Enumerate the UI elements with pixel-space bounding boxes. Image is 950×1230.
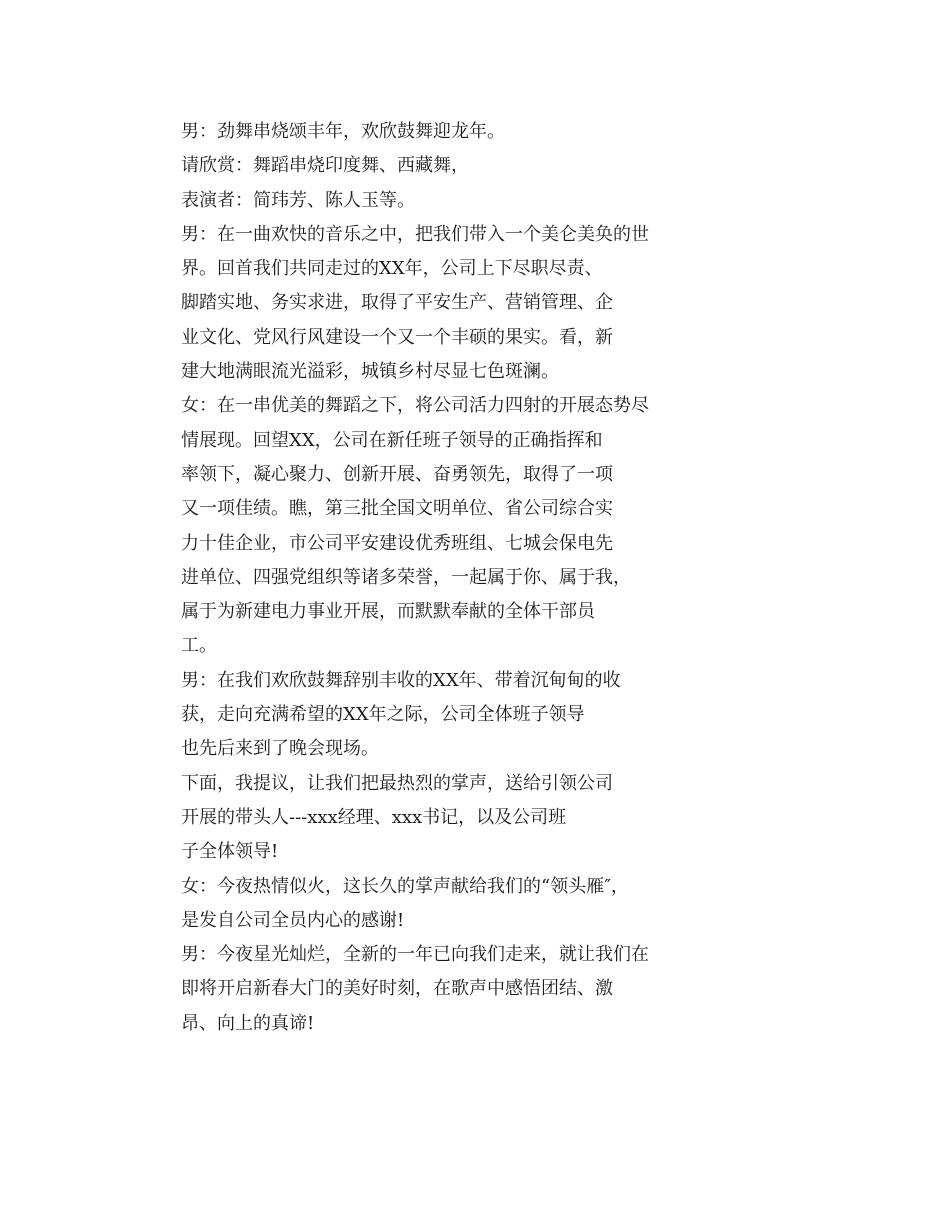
text-line: 女：在一串优美的舞蹈之下，将公司活力四射的开展态势尽 [181,395,649,417]
text-line: 获，走向充满希望的XX年之际，公司全体班子领导 [181,704,585,726]
text-line: 男：在我们欢欣鼓舞辞别丰收的XX年、带着沉甸甸的收 [181,669,621,691]
text-line: 又一项佳绩。瞧，第三批全国文明单位、省公司综合实 [181,498,613,520]
text-line: 开展的带头人---xxx经理、xxx书记，以及公司班 [181,806,567,828]
text-line: 是发自公司全员内心的感谢! [181,909,405,931]
text-line: 女：今夜热情似火，这长久的掌声献给我们的“领头雁″， [181,875,629,897]
text-line: 业文化、党风行风建设一个又一个丰硕的果实。看，新 [181,326,613,348]
text-line: 也先后来到了晚会现场。 [181,738,379,760]
text-line: 子全体领导! [181,841,279,863]
text-line: 脚踏实地、务实求进，取得了平安生产、营销管理、企 [181,292,613,314]
text-line: 建大地满眼流光溢彩，城镇乡村尽显七色斑澜。 [181,361,559,383]
text-line: 属于为新建电力事业开展，而默默奉献的全体干部员 [181,601,595,623]
text-line: 男：今夜星光灿烂，全新的一年已向我们走来，就让我们在 [181,944,649,966]
text-line: 界。回首我们共同走过的XX年，公司上下尽职尽责、 [181,258,603,280]
text-line: 男：在一曲欢快的音乐之中，把我们带入一个美仑美奂的世 [181,223,649,245]
text-line: 昂、向上的真谛! [181,1012,315,1034]
text-line: 进单位、四强党组织等诸多荣誉，一起属于你、属于我， [181,566,631,588]
text-line: 力十佳企业，市公司平安建设优秀班组、七城会保电先 [181,532,613,554]
text-line: 工。 [181,635,217,657]
text-line: 请欣赏：舞蹈串烧印度舞、西藏舞， [181,155,469,177]
text-line: 下面，我提议，让我们把最热烈的掌声，送给引领公司 [181,772,613,794]
text-line: 男：劲舞串烧颂丰年，欢欣鼓舞迎龙年。 [181,121,505,142]
script-text [181,115,741,1041]
text-line: 表演者：简玮芳、陈人玉等。 [181,189,415,211]
text-line: 率领下，凝心聚力、创新开展、奋勇领先，取得了一项 [181,463,613,485]
text-line: 情展现。回望XX，公司在新任班子领导的正确指挥和 [181,429,603,451]
text-line: 即将开启新春大门的美好时刻，在歌声中感悟团结、激 [181,978,613,1000]
